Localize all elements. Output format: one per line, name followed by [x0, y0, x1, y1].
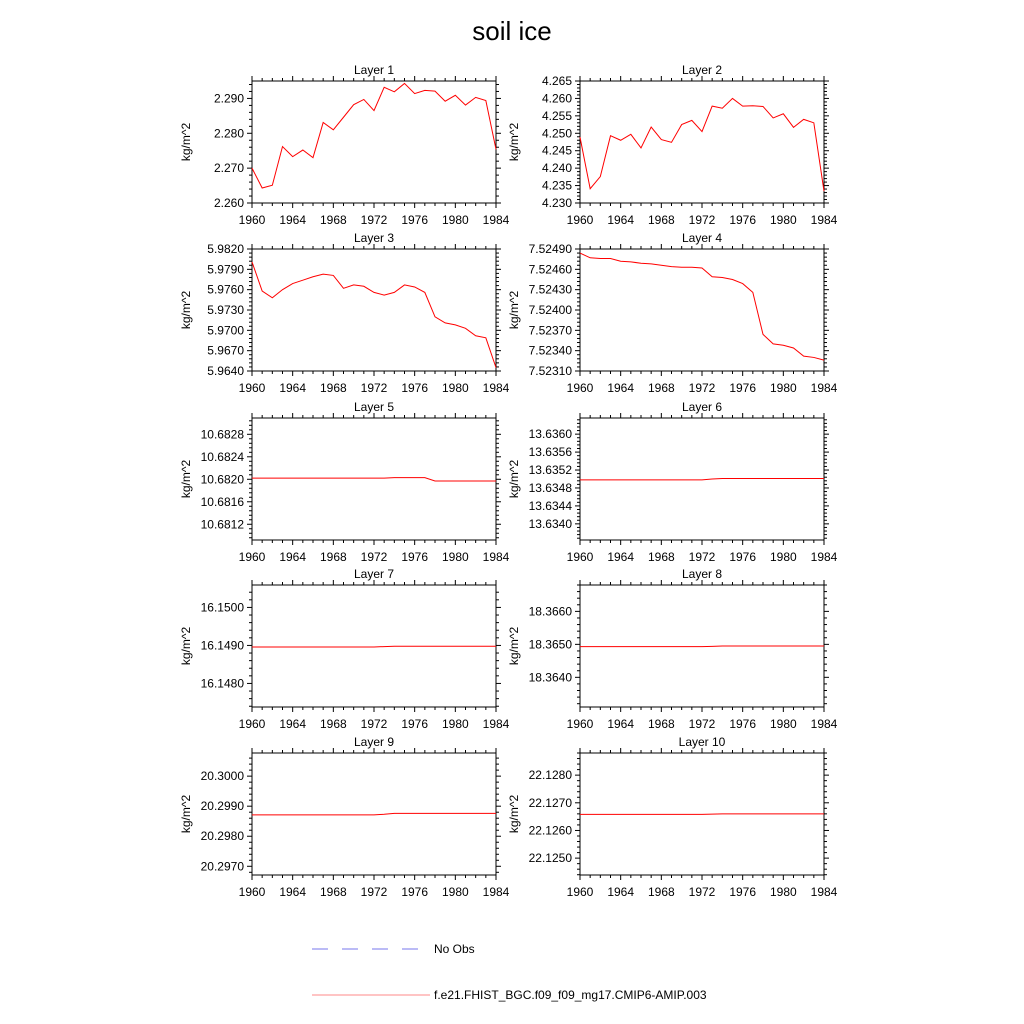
- y-tick-label: 13.6352: [528, 463, 572, 478]
- y-tick-label: 4.230: [541, 196, 572, 210]
- x-tick-label: 1968: [647, 550, 675, 564]
- x-tick-label: 1972: [688, 717, 716, 731]
- panel-layer-4: [507, 231, 838, 395]
- x-tick-label: 1960: [566, 717, 594, 731]
- y-tick-label: 7.52310: [528, 364, 572, 378]
- panel-layer-1: [179, 63, 510, 227]
- panel-layer-6: [507, 400, 838, 564]
- x-tick-label: 1972: [360, 213, 388, 227]
- y-axis-label: kg/m^2: [179, 459, 193, 499]
- x-tick-label: 1980: [441, 885, 469, 899]
- y-tick-label: 18.3660: [528, 604, 572, 619]
- y-tick-label: 5.9640: [207, 364, 244, 378]
- panel-title: Layer 5: [353, 400, 395, 414]
- legend-label-model: f.e21.FHIST_BGC.f09_f09_mg17.CMIP6-AMIP.003: [434, 988, 707, 1002]
- panel-title: Layer 6: [681, 400, 723, 414]
- panel-title: Layer 2: [681, 63, 723, 77]
- x-tick-label: 1980: [769, 213, 797, 227]
- series-line: [580, 98, 824, 191]
- x-tick-label: 1964: [279, 885, 307, 899]
- y-tick-label: 13.6356: [528, 445, 572, 460]
- legend-label-no-obs: No Obs: [434, 942, 475, 956]
- y-tick-label: 20.2980: [200, 829, 244, 844]
- x-tick-label: 1964: [607, 885, 635, 899]
- x-tick-label: 1964: [607, 213, 635, 227]
- y-tick-label: 2.260: [213, 196, 244, 210]
- y-tick-label: 22.1270: [528, 795, 572, 810]
- x-tick-label: 1976: [401, 381, 429, 395]
- y-tick-label: 4.260: [541, 91, 572, 106]
- y-axis-label: kg/m^2: [179, 122, 193, 162]
- x-tick-label: 1964: [279, 550, 307, 564]
- y-tick-label: 5.9760: [207, 282, 244, 297]
- x-tick-label: 1960: [238, 885, 266, 899]
- y-tick-label: 20.3000: [200, 769, 244, 784]
- x-tick-label: 1976: [729, 381, 757, 395]
- x-tick-label: 1960: [566, 550, 594, 564]
- x-tick-label: 1964: [279, 717, 307, 731]
- y-tick-label: 7.52460: [528, 262, 572, 277]
- y-tick-label: 18.3640: [528, 670, 572, 685]
- y-axis-label: kg/m^2: [507, 626, 521, 666]
- panel-layer-3: [179, 231, 510, 395]
- x-tick-label: 1960: [238, 381, 266, 395]
- plot-frame: [252, 249, 496, 371]
- x-tick-label: 1984: [482, 550, 510, 564]
- x-tick-label: 1972: [688, 381, 716, 395]
- y-tick-label: 2.290: [213, 91, 244, 106]
- x-tick-label: 1968: [319, 213, 347, 227]
- x-tick-label: 1964: [279, 381, 307, 395]
- x-tick-label: 1972: [688, 550, 716, 564]
- panel-title: Layer 1: [353, 63, 395, 77]
- x-tick-label: 1980: [441, 717, 469, 731]
- x-tick-label: 1976: [729, 213, 757, 227]
- x-tick-label: 1972: [360, 381, 388, 395]
- panel-title: Layer 9: [353, 735, 395, 749]
- x-tick-label: 1980: [441, 550, 469, 564]
- y-tick-label: 10.6820: [200, 472, 244, 487]
- x-tick-label: 1968: [647, 717, 675, 731]
- x-tick-label: 1984: [482, 717, 510, 731]
- x-tick-label: 1984: [482, 381, 510, 395]
- panel-layer-9: [179, 735, 510, 899]
- y-tick-label: 5.9820: [207, 242, 244, 256]
- x-tick-label: 1976: [401, 717, 429, 731]
- x-tick-label: 1960: [566, 213, 594, 227]
- plot-frame: [252, 753, 496, 875]
- y-axis-label: kg/m^2: [179, 626, 193, 666]
- x-tick-label: 1984: [810, 550, 838, 564]
- x-tick-label: 1968: [647, 213, 675, 227]
- panel-title: Layer 7: [353, 567, 395, 581]
- y-tick-label: 2.280: [213, 126, 244, 141]
- x-tick-label: 1972: [360, 885, 388, 899]
- figure-title: soil ice: [472, 16, 552, 46]
- x-tick-label: 1984: [482, 213, 510, 227]
- x-tick-label: 1964: [279, 213, 307, 227]
- y-axis-label: kg/m^2: [507, 290, 521, 330]
- y-axis-label: kg/m^2: [179, 290, 193, 330]
- x-tick-label: 1972: [360, 717, 388, 731]
- y-tick-label: 5.9700: [207, 323, 244, 338]
- y-tick-label: 10.6828: [200, 427, 244, 442]
- series-line: [580, 253, 824, 360]
- x-tick-label: 1972: [688, 213, 716, 227]
- x-tick-label: 1976: [401, 885, 429, 899]
- x-tick-label: 1984: [482, 885, 510, 899]
- y-axis-label: kg/m^2: [507, 794, 521, 834]
- y-tick-label: 7.52370: [528, 323, 572, 338]
- x-tick-label: 1960: [238, 213, 266, 227]
- y-axis-label: kg/m^2: [507, 459, 521, 499]
- x-tick-label: 1976: [401, 213, 429, 227]
- x-tick-label: 1968: [319, 885, 347, 899]
- panel-layer-7: [179, 567, 510, 731]
- series-line: [252, 262, 496, 368]
- x-tick-label: 1960: [566, 381, 594, 395]
- x-tick-label: 1960: [238, 717, 266, 731]
- x-tick-label: 1964: [607, 381, 635, 395]
- x-tick-label: 1976: [729, 885, 757, 899]
- panel-layer-2: [507, 63, 838, 227]
- y-tick-label: 16.1500: [200, 600, 244, 615]
- x-tick-label: 1968: [319, 717, 347, 731]
- y-tick-label: 4.250: [541, 126, 572, 141]
- x-tick-label: 1984: [810, 381, 838, 395]
- x-tick-label: 1984: [810, 885, 838, 899]
- y-tick-label: 5.9670: [207, 343, 244, 358]
- x-tick-label: 1968: [647, 885, 675, 899]
- x-tick-label: 1976: [401, 550, 429, 564]
- x-tick-label: 1972: [688, 885, 716, 899]
- x-tick-label: 1976: [729, 550, 757, 564]
- x-tick-label: 1980: [769, 381, 797, 395]
- x-tick-label: 1964: [607, 550, 635, 564]
- panel-title: Layer 8: [681, 567, 723, 581]
- x-tick-label: 1972: [360, 550, 388, 564]
- x-tick-label: 1968: [319, 550, 347, 564]
- y-tick-label: 13.6360: [528, 427, 572, 442]
- y-tick-label: 7.52340: [528, 343, 572, 358]
- y-tick-label: 4.255: [541, 108, 572, 123]
- y-tick-label: 7.52400: [528, 303, 572, 317]
- y-tick-label: 2.270: [213, 161, 244, 176]
- y-tick-label: 20.2990: [200, 799, 244, 814]
- x-tick-label: 1984: [810, 213, 838, 227]
- x-tick-label: 1976: [729, 717, 757, 731]
- x-tick-label: 1980: [441, 381, 469, 395]
- y-tick-label: 18.3650: [528, 637, 572, 652]
- panel-layer-8: [507, 567, 838, 731]
- y-tick-label: 10.6824: [200, 449, 244, 464]
- series-line: [252, 83, 496, 188]
- plot-frame: [252, 418, 496, 540]
- y-tick-label: 4.265: [541, 74, 572, 88]
- y-tick-label: 5.9790: [207, 262, 244, 277]
- y-axis-label: kg/m^2: [179, 794, 193, 834]
- y-axis-label: kg/m^2: [507, 122, 521, 162]
- y-tick-label: 10.6816: [200, 494, 244, 509]
- x-tick-label: 1980: [769, 885, 797, 899]
- y-tick-label: 4.240: [541, 161, 572, 176]
- x-tick-label: 1960: [566, 885, 594, 899]
- y-tick-label: 22.1280: [528, 768, 572, 783]
- x-tick-label: 1980: [769, 717, 797, 731]
- y-tick-label: 20.2970: [200, 859, 244, 874]
- panel-title: Layer 3: [353, 231, 395, 245]
- x-tick-label: 1968: [319, 381, 347, 395]
- x-tick-label: 1960: [238, 550, 266, 564]
- y-tick-label: 10.6812: [200, 517, 244, 532]
- y-tick-label: 16.1490: [200, 638, 244, 653]
- y-tick-label: 4.235: [541, 178, 572, 193]
- x-tick-label: 1964: [607, 717, 635, 731]
- y-tick-label: 22.1260: [528, 823, 572, 838]
- y-tick-label: 13.6348: [528, 480, 572, 495]
- panel-layer-5: [179, 400, 510, 564]
- panel-title: Layer 10: [678, 735, 726, 749]
- panel-title: Layer 4: [681, 231, 723, 245]
- x-tick-label: 1984: [810, 717, 838, 731]
- y-tick-label: 7.52430: [528, 282, 572, 297]
- panel-layer-10: [507, 735, 838, 899]
- y-tick-label: 13.6344: [528, 498, 572, 513]
- y-tick-label: 5.9730: [207, 303, 244, 317]
- x-tick-label: 1980: [441, 213, 469, 227]
- plot-frame: [580, 81, 824, 203]
- x-tick-label: 1968: [647, 381, 675, 395]
- plot-frame: [580, 249, 824, 371]
- y-tick-label: 22.1250: [528, 851, 572, 866]
- x-tick-label: 1980: [769, 550, 797, 564]
- y-tick-label: 16.1480: [200, 676, 244, 691]
- y-tick-label: 7.52490: [528, 242, 572, 256]
- y-tick-label: 13.6340: [528, 516, 572, 531]
- y-tick-label: 4.245: [541, 143, 572, 158]
